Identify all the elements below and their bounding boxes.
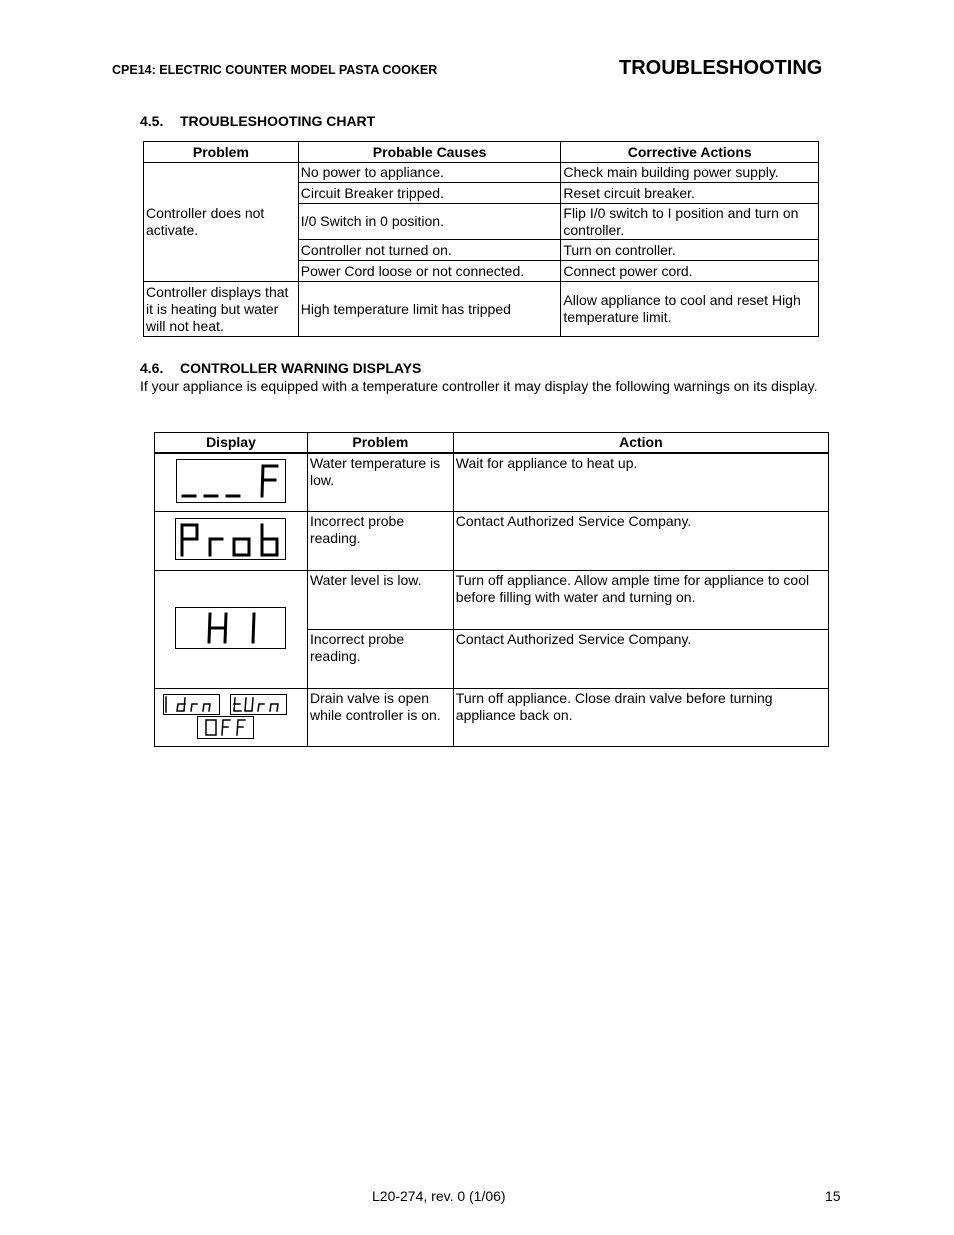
column-header: Action [453, 433, 828, 454]
page-title: TROUBLESHOOTING [619, 57, 823, 79]
display-prob-icon [175, 518, 286, 560]
section-title: CONTROLLER WARNING DISPLAYS [180, 360, 422, 376]
table-row [155, 688, 829, 746]
action-cell: Wait for appliance to heat up. [453, 453, 828, 511]
column-header: Display [155, 433, 308, 454]
display-hi-icon [175, 607, 286, 649]
section-number: 4.6. [140, 360, 164, 376]
section-title: TROUBLESHOOTING CHART [180, 113, 376, 129]
document-number: L20-274, rev. 0 (1/06) [372, 1188, 506, 1204]
intro-paragraph: If your appliance is equipped with a temperature controller it may display the following warnings on its display. [140, 378, 818, 394]
table-row [155, 453, 829, 511]
display-off-icon [197, 716, 254, 739]
column-header: Problem [307, 433, 453, 454]
action-cell: Contact Authorized Service Company. [453, 511, 828, 570]
section-heading-controller-warning-displays [140, 360, 421, 376]
problem-cell: Water temperature is low. [307, 453, 453, 511]
action-cell: Flip I/0 switch to I position and turn on controller. [561, 204, 819, 240]
problem-cell: Controller displays that it is heating but water will not heat. [144, 282, 299, 337]
cause-cell: No power to appliance. [298, 163, 561, 183]
table-row [155, 511, 829, 570]
cause-cell: Controller not turned on. [298, 240, 561, 261]
problem-cell: Controller does not activate. [144, 163, 299, 282]
table-row [144, 163, 819, 183]
cause-cell: High temperature limit has tripped [298, 282, 561, 337]
page-number: 15 [825, 1188, 841, 1204]
action-cell: Connect power cord. [561, 261, 819, 282]
display-turn-icon [230, 694, 287, 715]
action-cell: Turn on controller. [561, 240, 819, 261]
action-cell: Allow appliance to cool and reset High temperature limit. [561, 282, 819, 337]
cause-cell: I/0 Switch in 0 position. [298, 204, 561, 240]
cause-cell: Circuit Breaker tripped. [298, 183, 561, 204]
action-cell: Turn off appliance. Close drain valve before turning appliance back on. [453, 688, 828, 746]
display-drn-icon [163, 694, 220, 715]
problem-cell: Water level is low. [307, 570, 453, 629]
action-cell: Check main building power supply. [561, 163, 819, 183]
troubleshooting-table [143, 141, 819, 337]
action-cell: Turn off appliance. Allow ample time for appliance to cool before filling with water and turning on. [453, 570, 828, 629]
document-header: CPE14: ELECTRIC COUNTER MODEL PASTA COOKER [112, 63, 438, 77]
display-cell [155, 570, 308, 688]
display-cell [155, 453, 308, 511]
column-header: Problem [144, 142, 299, 163]
problem-cell: Drain valve is open while controller is on. [307, 688, 453, 746]
column-header: Probable Causes [298, 142, 561, 163]
column-header: Corrective Actions [561, 142, 819, 163]
display-cell [155, 511, 308, 570]
warning-displays-table [154, 432, 829, 747]
section-number: 4.5. [140, 113, 164, 129]
table-header-row [144, 142, 819, 163]
problem-cell: Incorrect probe reading. [307, 511, 453, 570]
table-row [144, 282, 819, 337]
problem-cell: Incorrect probe reading. [307, 629, 453, 688]
display-lowtemp-icon [176, 459, 286, 503]
cause-cell: Power Cord loose or not connected. [298, 261, 561, 282]
table-row [155, 570, 829, 629]
section-heading-troubleshooting-chart [140, 113, 375, 129]
display-cell [155, 688, 308, 746]
action-cell: Contact Authorized Service Company. [453, 629, 828, 688]
action-cell: Reset circuit breaker. [561, 183, 819, 204]
table-header-row [155, 433, 829, 454]
